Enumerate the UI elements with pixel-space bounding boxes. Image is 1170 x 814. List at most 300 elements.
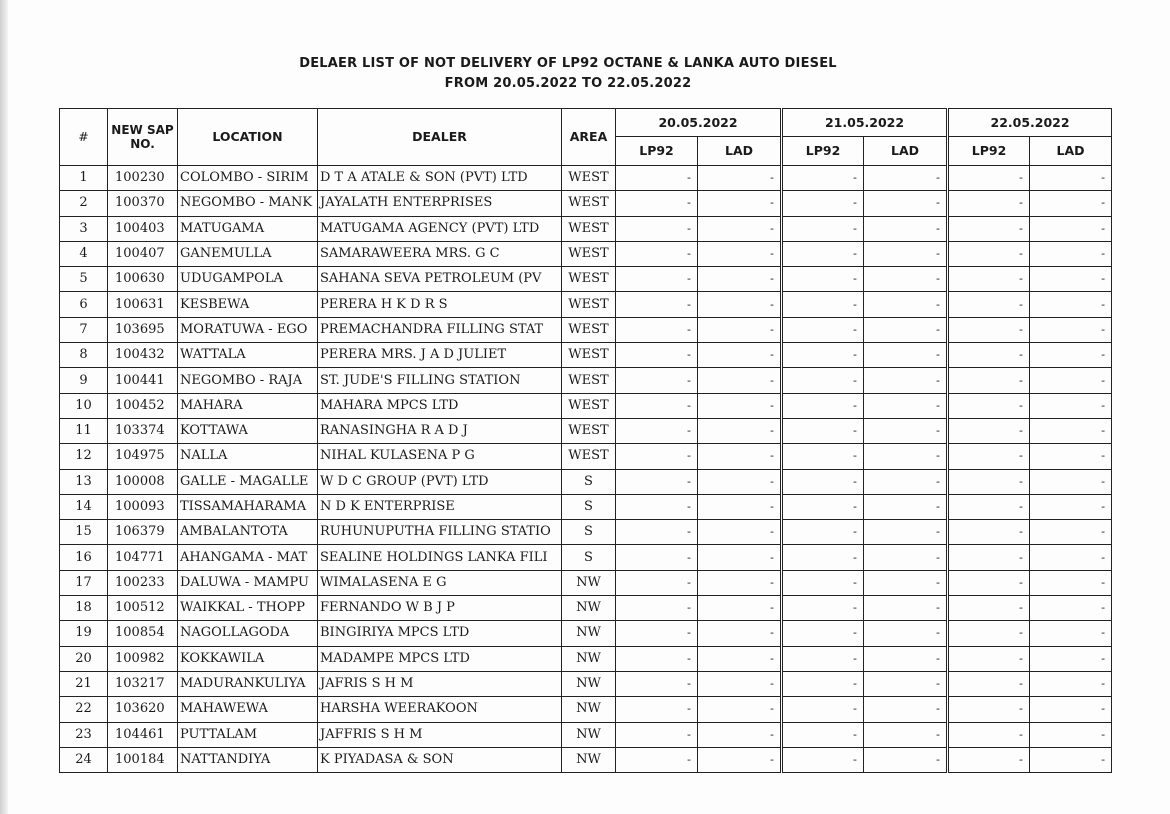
row-number: 17 <box>60 570 108 595</box>
lad-value: - <box>1030 418 1112 443</box>
sap-number: 100184 <box>108 747 178 772</box>
lp92-value: - <box>782 191 864 216</box>
header-date-1: 20.05.2022 <box>616 109 782 137</box>
area: WEST <box>562 368 616 393</box>
area: NW <box>562 722 616 747</box>
lp92-value: - <box>948 469 1030 494</box>
dealer-name: ST. JUDE'S FILLING STATION <box>318 368 562 393</box>
lad-value: - <box>864 343 948 368</box>
dealer-name: WIMALASENA E G <box>318 570 562 595</box>
lp92-value: - <box>948 747 1030 772</box>
location: TISSAMAHARAMA <box>178 494 318 519</box>
table-row <box>60 418 1112 443</box>
lad-value: - <box>1030 722 1112 747</box>
lp92-value: - <box>948 393 1030 418</box>
table-body <box>60 166 1112 773</box>
sap-number: 100631 <box>108 292 178 317</box>
header-lp92: LP92 <box>948 137 1030 166</box>
row-number: 12 <box>60 444 108 469</box>
dealer-name: PREMACHANDRA FILLING STAT <box>318 317 562 342</box>
lad-value: - <box>1030 368 1112 393</box>
sap-number: 100452 <box>108 393 178 418</box>
sap-number: 100630 <box>108 267 178 292</box>
location: NAGOLLAGODA <box>178 621 318 646</box>
lp92-value: - <box>782 646 864 671</box>
lp92-value: - <box>616 418 698 443</box>
table-row <box>60 343 1112 368</box>
table-row <box>60 191 1112 216</box>
lp92-value: - <box>616 393 698 418</box>
area: NW <box>562 621 616 646</box>
table-row <box>60 444 1112 469</box>
lp92-value: - <box>948 191 1030 216</box>
row-number: 3 <box>60 216 108 241</box>
lad-value: - <box>864 393 948 418</box>
header-date-2: 21.05.2022 <box>782 109 948 137</box>
lp92-value: - <box>616 520 698 545</box>
lad-value: - <box>864 596 948 621</box>
lp92-value: - <box>616 292 698 317</box>
dealer-name: JAFFRIS S H M <box>318 722 562 747</box>
lp92-value: - <box>948 317 1030 342</box>
row-number: 16 <box>60 545 108 570</box>
lp92-value: - <box>948 267 1030 292</box>
lad-value: - <box>1030 343 1112 368</box>
lad-value: - <box>698 520 782 545</box>
area: WEST <box>562 241 616 266</box>
header-num: # <box>60 109 108 166</box>
document-title: DELAER LIST OF NOT DELIVERY OF LP92 OCTANE & LANKA AUTO DIESEL <box>299 56 837 71</box>
row-number: 8 <box>60 343 108 368</box>
lp92-value: - <box>948 545 1030 570</box>
area: NW <box>562 570 616 595</box>
location: DALUWA - MAMPU <box>178 570 318 595</box>
lp92-value: - <box>782 241 864 266</box>
lp92-value: - <box>782 722 864 747</box>
area: WEST <box>562 418 616 443</box>
sap-number: 103217 <box>108 671 178 696</box>
sap-number: 100512 <box>108 596 178 621</box>
area: NW <box>562 747 616 772</box>
lad-value: - <box>864 697 948 722</box>
sap-number: 106379 <box>108 520 178 545</box>
row-number: 22 <box>60 697 108 722</box>
lad-value: - <box>1030 646 1112 671</box>
lad-value: - <box>698 444 782 469</box>
area: NW <box>562 596 616 621</box>
header-lad: LAD <box>1030 137 1112 166</box>
lp92-value: - <box>616 191 698 216</box>
page-edge-shadow <box>0 0 8 814</box>
location: PUTTALAM <box>178 722 318 747</box>
area: WEST <box>562 191 616 216</box>
header-lp92: LP92 <box>782 137 864 166</box>
table-row <box>60 317 1112 342</box>
sap-number: 100407 <box>108 241 178 266</box>
dealer-name: SAHANA SEVA PETROLEUM (PV <box>318 267 562 292</box>
lp92-value: - <box>782 545 864 570</box>
lad-value: - <box>864 722 948 747</box>
lad-value: - <box>1030 671 1112 696</box>
lad-value: - <box>864 241 948 266</box>
table-row <box>60 494 1112 519</box>
dealer-name: PERERA H K D R S <box>318 292 562 317</box>
table-row <box>60 241 1112 266</box>
table-row <box>60 722 1112 747</box>
dealer-name: RANASINGHA R A D J <box>318 418 562 443</box>
sap-number: 103620 <box>108 697 178 722</box>
table-row <box>60 646 1112 671</box>
lad-value: - <box>698 368 782 393</box>
lad-value: - <box>1030 570 1112 595</box>
lad-value: - <box>1030 241 1112 266</box>
sap-number: 104975 <box>108 444 178 469</box>
lp92-value: - <box>948 166 1030 191</box>
location: NEGOMBO - MANK <box>178 191 318 216</box>
lad-value: - <box>1030 393 1112 418</box>
lad-value: - <box>698 596 782 621</box>
sap-number: 104771 <box>108 545 178 570</box>
row-number: 13 <box>60 469 108 494</box>
lad-value: - <box>864 520 948 545</box>
table-row <box>60 166 1112 191</box>
lp92-value: - <box>616 216 698 241</box>
header-lad: LAD <box>698 137 782 166</box>
sap-number: 100233 <box>108 570 178 595</box>
lp92-value: - <box>616 343 698 368</box>
table-row <box>60 469 1112 494</box>
location: UDUGAMPOLA <box>178 267 318 292</box>
header-location: LOCATION <box>178 109 318 166</box>
area: WEST <box>562 166 616 191</box>
lp92-value: - <box>948 596 1030 621</box>
location: AHANGAMA - MAT <box>178 545 318 570</box>
lp92-value: - <box>782 621 864 646</box>
lp92-value: - <box>948 722 1030 747</box>
lp92-value: - <box>948 343 1030 368</box>
lad-value: - <box>698 469 782 494</box>
lad-value: - <box>1030 520 1112 545</box>
lad-value: - <box>864 444 948 469</box>
area: WEST <box>562 216 616 241</box>
dealer-name: MAHARA MPCS LTD <box>318 393 562 418</box>
area: NW <box>562 646 616 671</box>
lp92-value: - <box>948 494 1030 519</box>
lad-value: - <box>1030 267 1112 292</box>
sap-number: 103374 <box>108 418 178 443</box>
table-row <box>60 216 1112 241</box>
dealer-name: PERERA MRS. J A D JULIET <box>318 343 562 368</box>
lp92-value: - <box>948 368 1030 393</box>
sap-number: 100403 <box>108 216 178 241</box>
sap-number: 100093 <box>108 494 178 519</box>
lad-value: - <box>864 216 948 241</box>
lp92-value: - <box>782 697 864 722</box>
table-row <box>60 671 1112 696</box>
header-lp92: LP92 <box>616 137 698 166</box>
sap-number: 100854 <box>108 621 178 646</box>
location: GANEMULLA <box>178 241 318 266</box>
lp92-value: - <box>948 697 1030 722</box>
lad-value: - <box>864 621 948 646</box>
dealer-name: JAFRIS S H M <box>318 671 562 696</box>
lp92-value: - <box>782 596 864 621</box>
row-number: 20 <box>60 646 108 671</box>
lp92-value: - <box>616 545 698 570</box>
lad-value: - <box>698 317 782 342</box>
lad-value: - <box>864 570 948 595</box>
lad-value: - <box>864 368 948 393</box>
lad-value: - <box>1030 191 1112 216</box>
lp92-value: - <box>948 216 1030 241</box>
lad-value: - <box>698 671 782 696</box>
lad-value: - <box>698 418 782 443</box>
lad-value: - <box>698 545 782 570</box>
table-row <box>60 570 1112 595</box>
dealer-table <box>59 108 1112 773</box>
lad-value: - <box>698 646 782 671</box>
lad-value: - <box>864 191 948 216</box>
row-number: 10 <box>60 393 108 418</box>
lp92-value: - <box>616 317 698 342</box>
lp92-value: - <box>616 444 698 469</box>
table-row <box>60 292 1112 317</box>
lad-value: - <box>698 191 782 216</box>
lp92-value: - <box>948 570 1030 595</box>
lp92-value: - <box>782 570 864 595</box>
lad-value: - <box>698 570 782 595</box>
area: WEST <box>562 393 616 418</box>
area: WEST <box>562 317 616 342</box>
document-subtitle: FROM 20.05.2022 TO 22.05.2022 <box>444 76 692 91</box>
sap-number: 100441 <box>108 368 178 393</box>
lp92-value: - <box>948 241 1030 266</box>
location: MATUGAMA <box>178 216 318 241</box>
lp92-value: - <box>782 216 864 241</box>
lp92-value: - <box>782 671 864 696</box>
lp92-value: - <box>616 267 698 292</box>
row-number: 4 <box>60 241 108 266</box>
lad-value: - <box>1030 444 1112 469</box>
location: NEGOMBO - RAJA <box>178 368 318 393</box>
lad-value: - <box>698 343 782 368</box>
lp92-value: - <box>948 292 1030 317</box>
area: S <box>562 469 616 494</box>
lp92-value: - <box>782 267 864 292</box>
sap-number: 100982 <box>108 646 178 671</box>
table-row <box>60 545 1112 570</box>
lad-value: - <box>698 166 782 191</box>
lp92-value: - <box>616 469 698 494</box>
location: MAHAWEWA <box>178 697 318 722</box>
lp92-value: - <box>782 520 864 545</box>
location: GALLE - MAGALLE <box>178 469 318 494</box>
lad-value: - <box>864 545 948 570</box>
row-number: 14 <box>60 494 108 519</box>
header-area: AREA <box>562 109 616 166</box>
lad-value: - <box>864 317 948 342</box>
area: WEST <box>562 444 616 469</box>
header-lad: LAD <box>864 137 948 166</box>
row-number: 19 <box>60 621 108 646</box>
location: NATTANDIYA <box>178 747 318 772</box>
dealer-name: JAYALATH ENTERPRISES <box>318 191 562 216</box>
row-number: 15 <box>60 520 108 545</box>
lad-value: - <box>698 241 782 266</box>
lad-value: - <box>864 646 948 671</box>
lad-value: - <box>864 292 948 317</box>
dealer-name: SEALINE HOLDINGS LANKA FILI <box>318 545 562 570</box>
lad-value: - <box>1030 292 1112 317</box>
lad-value: - <box>864 671 948 696</box>
table-row <box>60 520 1112 545</box>
lp92-value: - <box>782 393 864 418</box>
row-number: 5 <box>60 267 108 292</box>
dealer-name: FERNANDO W B J P <box>318 596 562 621</box>
area: S <box>562 520 616 545</box>
area: NW <box>562 697 616 722</box>
row-number: 21 <box>60 671 108 696</box>
lad-value: - <box>1030 545 1112 570</box>
area: S <box>562 545 616 570</box>
dealer-name: NIHAL KULASENA P G <box>318 444 562 469</box>
lp92-value: - <box>782 166 864 191</box>
location: MORATUWA - EGO <box>178 317 318 342</box>
row-number: 24 <box>60 747 108 772</box>
lp92-value: - <box>948 646 1030 671</box>
lad-value: - <box>864 747 948 772</box>
dealer-name: HARSHA WEERAKOON <box>318 697 562 722</box>
lp92-value: - <box>782 469 864 494</box>
dealer-name: N D K ENTERPRISE <box>318 494 562 519</box>
lad-value: - <box>1030 469 1112 494</box>
lp92-value: - <box>616 494 698 519</box>
dealer-name: SAMARAWEERA MRS. G C <box>318 241 562 266</box>
dealer-name: BINGIRIYA MPCS LTD <box>318 621 562 646</box>
table-row <box>60 621 1112 646</box>
area: WEST <box>562 343 616 368</box>
lp92-value: - <box>616 747 698 772</box>
location: KESBEWA <box>178 292 318 317</box>
location: WATTALA <box>178 343 318 368</box>
lad-value: - <box>1030 621 1112 646</box>
sap-number: 100008 <box>108 469 178 494</box>
lp92-value: - <box>616 722 698 747</box>
sap-number: 100370 <box>108 191 178 216</box>
table-row <box>60 596 1112 621</box>
lp92-value: - <box>948 671 1030 696</box>
dealer-name: D T A ATALE & SON (PVT) LTD <box>318 166 562 191</box>
row-number: 23 <box>60 722 108 747</box>
lp92-value: - <box>782 747 864 772</box>
lp92-value: - <box>616 646 698 671</box>
dealer-name: MADAMPE MPCS LTD <box>318 646 562 671</box>
lad-value: - <box>864 166 948 191</box>
lp92-value: - <box>948 418 1030 443</box>
lad-value: - <box>698 697 782 722</box>
location: KOTTAWA <box>178 418 318 443</box>
lp92-value: - <box>782 494 864 519</box>
lad-value: - <box>864 494 948 519</box>
row-number: 9 <box>60 368 108 393</box>
lp92-value: - <box>616 697 698 722</box>
lp92-value: - <box>948 621 1030 646</box>
lp92-value: - <box>782 418 864 443</box>
dealer-name: RUHUNUPUTHA FILLING STATIO <box>318 520 562 545</box>
sap-number: 100230 <box>108 166 178 191</box>
lad-value: - <box>698 393 782 418</box>
location: NALLA <box>178 444 318 469</box>
lp92-value: - <box>616 596 698 621</box>
sap-number: 103695 <box>108 317 178 342</box>
location: MADURANKULIYA <box>178 671 318 696</box>
lad-value: - <box>1030 317 1112 342</box>
lp92-value: - <box>948 444 1030 469</box>
location: AMBALANTOTA <box>178 520 318 545</box>
location: KOKKAWILA <box>178 646 318 671</box>
lp92-value: - <box>782 368 864 393</box>
table-row <box>60 747 1112 772</box>
lad-value: - <box>864 267 948 292</box>
lad-value: - <box>864 418 948 443</box>
sap-number: 100432 <box>108 343 178 368</box>
lp92-value: - <box>616 570 698 595</box>
row-number: 2 <box>60 191 108 216</box>
lad-value: - <box>1030 596 1112 621</box>
lp92-value: - <box>616 166 698 191</box>
header-dealer: DEALER <box>318 109 562 166</box>
lad-value: - <box>698 267 782 292</box>
lad-value: - <box>1030 697 1112 722</box>
lad-value: - <box>698 747 782 772</box>
lad-value: - <box>1030 747 1112 772</box>
area: WEST <box>562 292 616 317</box>
area: S <box>562 494 616 519</box>
lad-value: - <box>698 494 782 519</box>
lp92-value: - <box>616 671 698 696</box>
lp92-value: - <box>616 621 698 646</box>
lad-value: - <box>698 292 782 317</box>
lad-value: - <box>698 216 782 241</box>
table-row <box>60 393 1112 418</box>
row-number: 11 <box>60 418 108 443</box>
header-sap: NEW SAP NO. <box>108 109 178 166</box>
row-number: 6 <box>60 292 108 317</box>
dealer-name: MATUGAMA AGENCY (PVT) LTD <box>318 216 562 241</box>
lp92-value: - <box>782 317 864 342</box>
dealer-name: W D C GROUP (PVT) LTD <box>318 469 562 494</box>
lad-value: - <box>698 621 782 646</box>
lp92-value: - <box>616 241 698 266</box>
table-row <box>60 267 1112 292</box>
header-date-3: 22.05.2022 <box>948 109 1112 137</box>
location: MAHARA <box>178 393 318 418</box>
lp92-value: - <box>782 343 864 368</box>
area: NW <box>562 671 616 696</box>
lp92-value: - <box>616 368 698 393</box>
table-row <box>60 368 1112 393</box>
row-number: 7 <box>60 317 108 342</box>
lad-value: - <box>1030 216 1112 241</box>
table-row <box>60 697 1112 722</box>
lp92-value: - <box>948 520 1030 545</box>
lp92-value: - <box>782 444 864 469</box>
area: WEST <box>562 267 616 292</box>
row-number: 1 <box>60 166 108 191</box>
sap-number: 104461 <box>108 722 178 747</box>
lad-value: - <box>698 722 782 747</box>
lad-value: - <box>1030 166 1112 191</box>
